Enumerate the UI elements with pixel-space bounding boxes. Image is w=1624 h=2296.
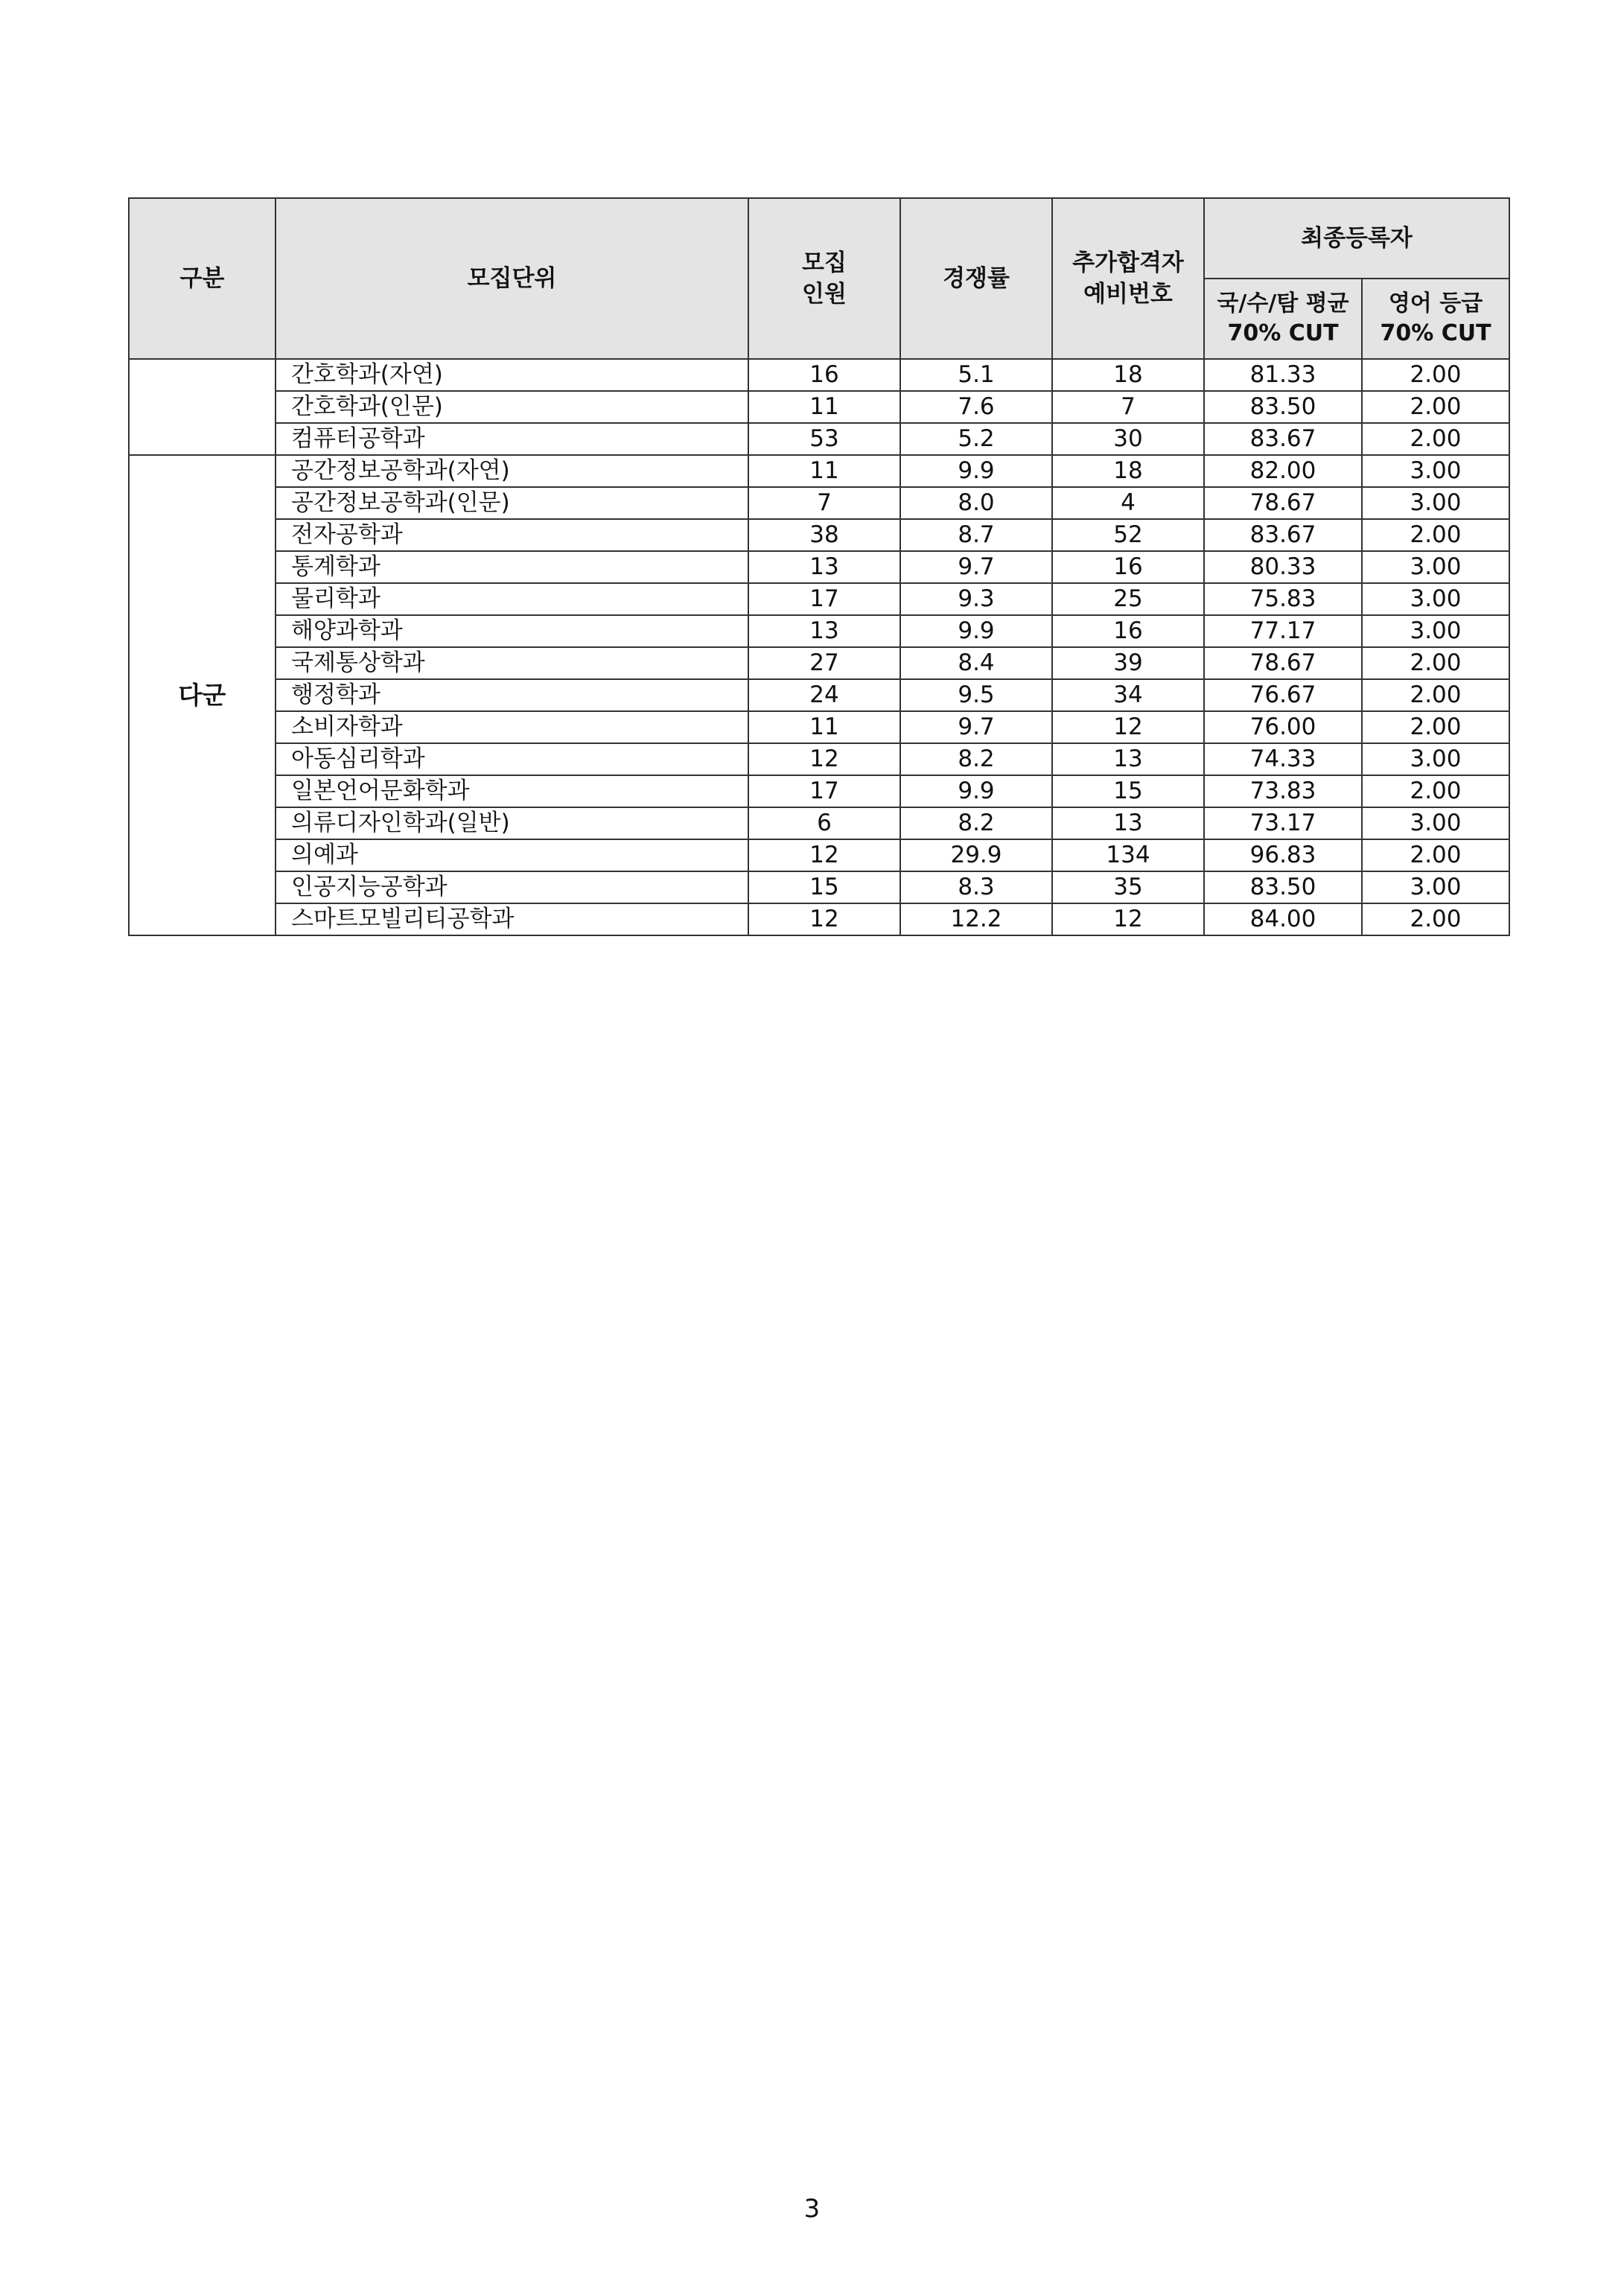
table-row xyxy=(129,391,1509,423)
table-header xyxy=(129,198,1509,359)
table-row xyxy=(129,359,1509,391)
cell-quota: 6 xyxy=(748,807,900,839)
cell-unit: 물리학과 xyxy=(276,583,748,615)
cell-quota: 16 xyxy=(748,359,900,391)
cell-quota: 17 xyxy=(748,583,900,615)
cell-english: 3.00 xyxy=(1362,487,1509,519)
cell-unit: 간호학과(자연) xyxy=(276,359,748,391)
cell-score: 73.17 xyxy=(1204,807,1362,839)
table-row xyxy=(129,679,1509,711)
cell-quota: 24 xyxy=(748,679,900,711)
cell-waitlist: 25 xyxy=(1052,583,1204,615)
cell-ratio: 9.9 xyxy=(900,615,1052,647)
cell-unit: 아동심리학과 xyxy=(276,743,748,775)
header-english-line1: 영어 등급 xyxy=(1388,290,1483,317)
cell-ratio: 9.3 xyxy=(900,583,1052,615)
cell-waitlist: 16 xyxy=(1052,551,1204,583)
cell-english: 2.00 xyxy=(1362,647,1509,679)
cell-ratio: 8.2 xyxy=(900,743,1052,775)
cell-english: 3.00 xyxy=(1362,743,1509,775)
cell-english: 2.00 xyxy=(1362,839,1509,871)
cell-quota: 12 xyxy=(748,903,900,935)
cell-score: 78.67 xyxy=(1204,487,1362,519)
table-row xyxy=(129,519,1509,551)
cell-score: 84.00 xyxy=(1204,903,1362,935)
cell-english: 3.00 xyxy=(1362,807,1509,839)
table-row xyxy=(129,647,1509,679)
header-unit: 모집단위 xyxy=(276,198,748,359)
table-row xyxy=(129,711,1509,743)
cell-unit: 공간정보공학과(자연) xyxy=(276,455,748,487)
cell-english: 2.00 xyxy=(1362,519,1509,551)
cell-score: 78.67 xyxy=(1204,647,1362,679)
cell-quota: 13 xyxy=(748,551,900,583)
table-row xyxy=(129,775,1509,807)
cell-ratio: 5.1 xyxy=(900,359,1052,391)
cell-english: 2.00 xyxy=(1362,359,1509,391)
cell-english: 2.00 xyxy=(1362,903,1509,935)
cell-waitlist: 13 xyxy=(1052,743,1204,775)
table-row xyxy=(129,807,1509,839)
cell-waitlist: 134 xyxy=(1052,839,1204,871)
cell-quota: 27 xyxy=(748,647,900,679)
cell-ratio: 29.9 xyxy=(900,839,1052,871)
cell-english: 2.00 xyxy=(1362,679,1509,711)
cell-waitlist: 13 xyxy=(1052,807,1204,839)
cell-waitlist: 18 xyxy=(1052,359,1204,391)
cell-ratio: 7.6 xyxy=(900,391,1052,423)
cell-ratio: 12.2 xyxy=(900,903,1052,935)
cell-waitlist: 16 xyxy=(1052,615,1204,647)
cell-score: 83.50 xyxy=(1204,391,1362,423)
cell-score: 96.83 xyxy=(1204,839,1362,871)
cell-score: 83.50 xyxy=(1204,871,1362,903)
table-row xyxy=(129,615,1509,647)
table-row xyxy=(129,743,1509,775)
header-row-1 xyxy=(129,198,1509,279)
cell-ratio: 9.5 xyxy=(900,679,1052,711)
cell-ratio: 9.7 xyxy=(900,551,1052,583)
cell-unit: 행정학과 xyxy=(276,679,748,711)
cell-unit: 의류디자인학과(일반) xyxy=(276,807,748,839)
cell-english: 3.00 xyxy=(1362,871,1509,903)
cell-ratio: 9.9 xyxy=(900,455,1052,487)
cell-ratio: 8.2 xyxy=(900,807,1052,839)
cell-ratio: 8.3 xyxy=(900,871,1052,903)
header-quota xyxy=(748,198,900,359)
header-english-line2: 70% CUT xyxy=(1380,320,1491,346)
header-ratio: 경쟁률 xyxy=(900,198,1052,359)
cell-english: 2.00 xyxy=(1362,423,1509,455)
cell-unit: 국제통상학과 xyxy=(276,647,748,679)
cell-unit: 소비자학과 xyxy=(276,711,748,743)
table-row xyxy=(129,455,1509,487)
cell-waitlist: 12 xyxy=(1052,903,1204,935)
cell-quota: 12 xyxy=(748,839,900,871)
cell-score: 83.67 xyxy=(1204,423,1362,455)
cell-ratio: 5.2 xyxy=(900,423,1052,455)
cell-score: 75.83 xyxy=(1204,583,1362,615)
cell-score: 73.83 xyxy=(1204,775,1362,807)
header-score-line2: 70% CUT xyxy=(1227,320,1339,346)
cell-score: 83.67 xyxy=(1204,519,1362,551)
cell-waitlist: 35 xyxy=(1052,871,1204,903)
cell-score: 77.17 xyxy=(1204,615,1362,647)
cell-unit: 공간정보공학과(인문) xyxy=(276,487,748,519)
cell-english: 3.00 xyxy=(1362,551,1509,583)
header-score-line1: 국/수/탐 평균 xyxy=(1217,290,1349,317)
table-row xyxy=(129,487,1509,519)
cell-english: 2.00 xyxy=(1362,775,1509,807)
cell-ratio: 8.4 xyxy=(900,647,1052,679)
cell-unit: 해양과학과 xyxy=(276,615,748,647)
cell-ratio: 9.7 xyxy=(900,711,1052,743)
table-row xyxy=(129,423,1509,455)
cell-unit: 통계학과 xyxy=(276,551,748,583)
cell-english: 3.00 xyxy=(1362,583,1509,615)
header-waitlist-line1: 추가합격자 xyxy=(1072,249,1184,276)
cell-unit: 컴퓨터공학과 xyxy=(276,423,748,455)
cell-waitlist: 34 xyxy=(1052,679,1204,711)
cell-score: 76.67 xyxy=(1204,679,1362,711)
cell-unit: 의예과 xyxy=(276,839,748,871)
cell-score: 81.33 xyxy=(1204,359,1362,391)
header-final: 최종등록자 xyxy=(1204,198,1509,279)
table-body xyxy=(129,359,1509,935)
cell-waitlist: 30 xyxy=(1052,423,1204,455)
cell-waitlist: 12 xyxy=(1052,711,1204,743)
cell-unit: 일본언어문화학과 xyxy=(276,775,748,807)
cell-unit: 인공지능공학과 xyxy=(276,871,748,903)
cell-score: 74.33 xyxy=(1204,743,1362,775)
cell-waitlist: 15 xyxy=(1052,775,1204,807)
cell-waitlist: 39 xyxy=(1052,647,1204,679)
cell-ratio: 8.0 xyxy=(900,487,1052,519)
table-row xyxy=(129,871,1509,903)
cell-quota: 11 xyxy=(748,455,900,487)
page-number: 3 xyxy=(803,2194,821,2224)
header-quota-line1: 모집 xyxy=(802,249,847,276)
group-label xyxy=(129,359,276,455)
cell-waitlist: 18 xyxy=(1052,455,1204,487)
cell-unit: 전자공학과 xyxy=(276,519,748,551)
header-score xyxy=(1204,279,1362,359)
cell-ratio: 9.9 xyxy=(900,775,1052,807)
table-row xyxy=(129,551,1509,583)
cell-quota: 53 xyxy=(748,423,900,455)
cell-quota: 17 xyxy=(748,775,900,807)
table-row xyxy=(129,583,1509,615)
table-row xyxy=(129,839,1509,871)
cell-waitlist: 4 xyxy=(1052,487,1204,519)
cell-waitlist: 52 xyxy=(1052,519,1204,551)
cell-quota: 12 xyxy=(748,743,900,775)
cell-quota: 38 xyxy=(748,519,900,551)
cell-english: 2.00 xyxy=(1362,391,1509,423)
header-waitlist-line2: 예비번호 xyxy=(1083,281,1173,308)
header-english xyxy=(1362,279,1509,359)
admission-results-table xyxy=(128,197,1510,936)
cell-waitlist: 7 xyxy=(1052,391,1204,423)
cell-score: 76.00 xyxy=(1204,711,1362,743)
table-row xyxy=(129,903,1509,935)
group-label: 다군 xyxy=(129,455,276,935)
cell-score: 82.00 xyxy=(1204,455,1362,487)
header-waitlist xyxy=(1052,198,1204,359)
cell-english: 3.00 xyxy=(1362,615,1509,647)
cell-quota: 11 xyxy=(748,391,900,423)
cell-unit: 스마트모빌리티공학과 xyxy=(276,903,748,935)
cell-score: 80.33 xyxy=(1204,551,1362,583)
cell-quota: 13 xyxy=(748,615,900,647)
cell-ratio: 8.7 xyxy=(900,519,1052,551)
header-group: 구분 xyxy=(129,198,276,359)
cell-english: 2.00 xyxy=(1362,711,1509,743)
header-quota-line2: 인원 xyxy=(802,281,847,308)
cell-quota: 11 xyxy=(748,711,900,743)
cell-english: 3.00 xyxy=(1362,455,1509,487)
cell-quota: 15 xyxy=(748,871,900,903)
cell-unit: 간호학과(인문) xyxy=(276,391,748,423)
cell-quota: 7 xyxy=(748,487,900,519)
